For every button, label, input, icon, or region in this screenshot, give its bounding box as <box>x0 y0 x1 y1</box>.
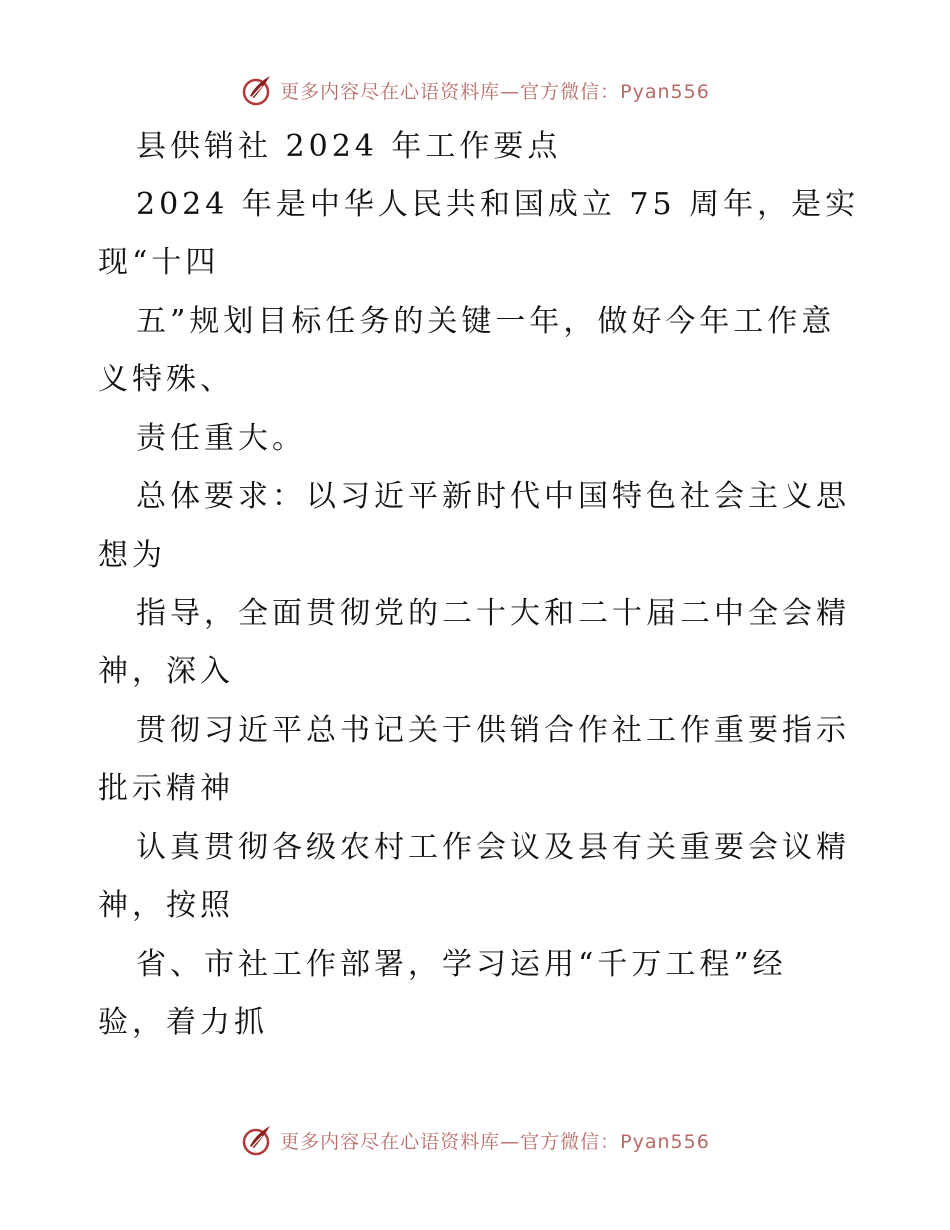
doc-line: 贯彻习近平总书记关于供销合作社工作重要指示 <box>136 713 850 748</box>
doc-line: 神，按照 <box>98 888 234 923</box>
footer-banner <box>0 1120 950 1160</box>
doc-line: 省、市社工作部署，学习运用“千万工程”经 <box>136 947 787 982</box>
doc-title: 县供销社 2024 年工作要点 <box>136 129 562 164</box>
footer-banner-text: 更多内容尽在心语资料库—官方微信：Pyan556 <box>280 1130 710 1153</box>
doc-line: 想为 <box>98 538 166 573</box>
header-banner-text: 更多内容尽在心语资料库—官方微信：Pyan556 <box>280 80 710 103</box>
header-banner <box>0 70 950 110</box>
doc-line: 指导，全面贯彻党的二十大和二十届二中全会精 <box>136 596 850 631</box>
doc-line: 义特殊、 <box>98 362 234 397</box>
doc-line: 2024 年是中华人民共和国成立 75 周年，是实 <box>136 187 860 222</box>
doc-line: 验，着力抓 <box>98 1005 268 1040</box>
quill-pen-logo-icon <box>240 72 276 108</box>
doc-line: 认真贯彻各级农村工作会议及县有关重要会议精 <box>136 830 850 865</box>
doc-line: 批示精神 <box>98 771 234 806</box>
doc-line: 责任重大。 <box>136 421 306 456</box>
doc-line: 神，深入 <box>98 654 234 689</box>
doc-line: 五”规划目标任务的关键一年，做好今年工作意 <box>136 304 836 339</box>
quill-pen-logo-icon <box>240 1122 276 1158</box>
doc-line: 总体要求：以习近平新时代中国特色社会主义思 <box>136 479 850 514</box>
doc-line: 现“十四 <box>98 245 220 280</box>
